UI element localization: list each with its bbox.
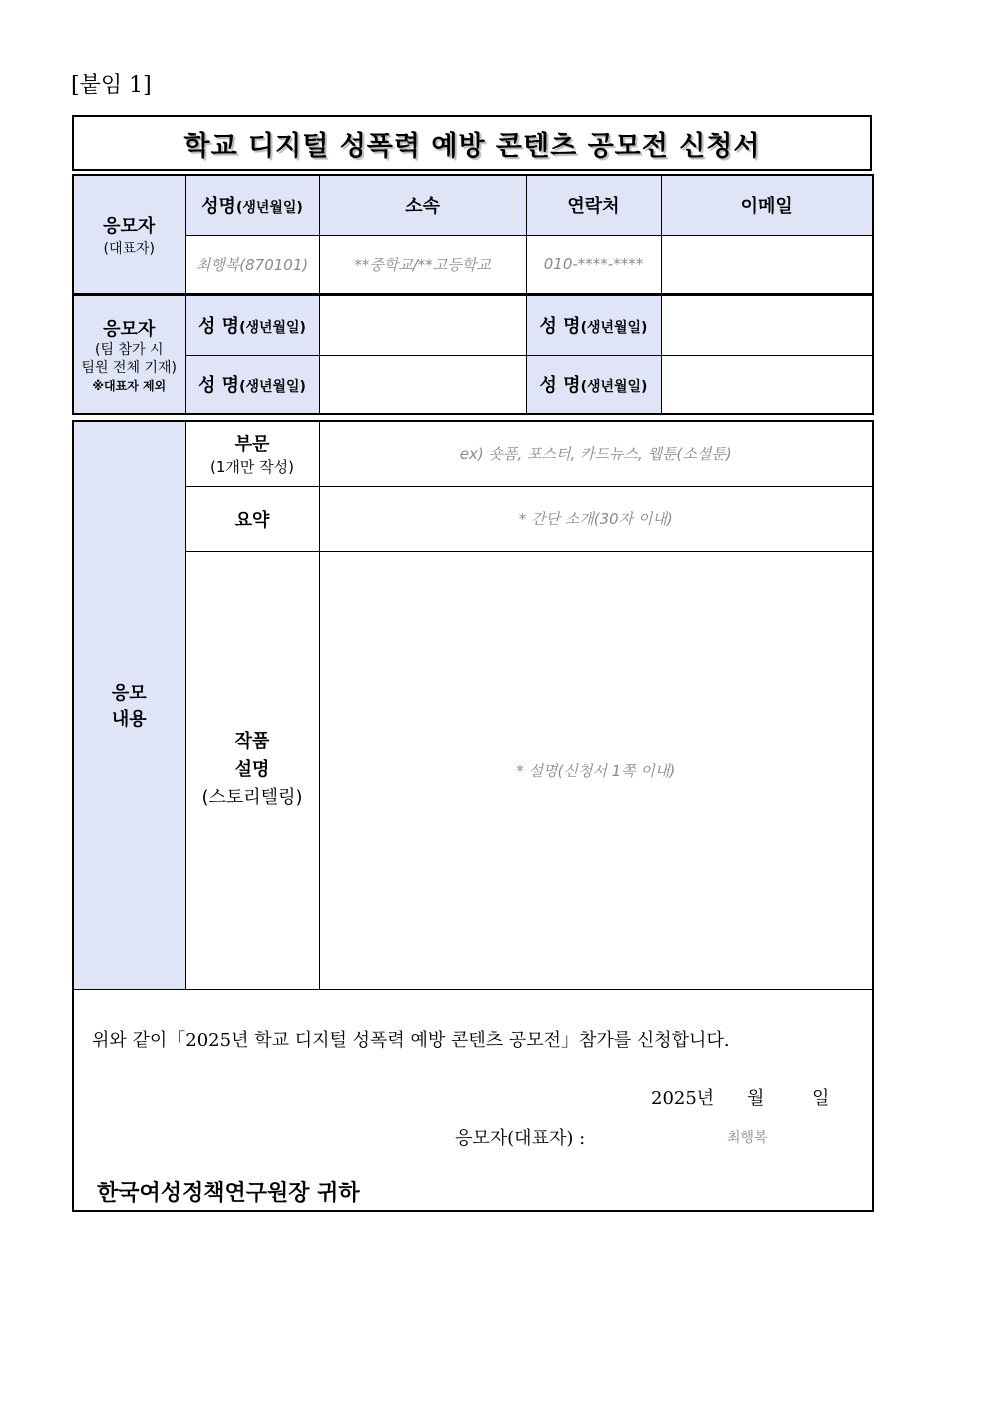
form-title-box (72, 115, 872, 171)
name-header-cell (185, 175, 319, 235)
member1-name-label-cell (185, 295, 319, 355)
rep-email-field[interactable] (661, 235, 873, 294)
applicant-rep-header (73, 175, 185, 294)
member3-field[interactable] (319, 355, 526, 414)
category-field[interactable]: ex) 숏폼, 포스터, 카드뉴스, 웹툰(소셜툰) (319, 421, 873, 486)
member-name-label: 성 명 (539, 316, 581, 338)
form-title: 학교 디지털 성폭력 예방 콘텐츠 공모전 신청서 (183, 130, 761, 162)
team-header (73, 295, 185, 414)
description-sublabel: (스토리텔링) (201, 787, 303, 808)
applicant-rep-label: 응모자 (103, 215, 156, 237)
contact-header: 연락처 (526, 175, 661, 235)
member-name-label: 성 명 (539, 375, 581, 397)
rep-contact-field[interactable]: 010-****-**** (526, 235, 661, 294)
applicant-sign-name[interactable]: 최행복 (727, 1129, 768, 1146)
declaration-year: 2025년 (651, 1087, 715, 1109)
team-members-table (72, 294, 874, 415)
member4-field[interactable] (661, 355, 873, 414)
summary-field[interactable]: * 간단 소개(30자 이내) (319, 486, 873, 551)
declaration-day: 일 (812, 1087, 830, 1109)
category-sublabel: (1개만 작성) (210, 458, 294, 477)
email-header: 이메일 (661, 175, 873, 235)
member2-field[interactable] (661, 295, 873, 355)
applicant-sign-label: 응모자(대표자) : (455, 1127, 586, 1149)
member1-field[interactable] (319, 295, 526, 355)
description-label-cell (185, 551, 319, 989)
member-name-sub: (생년월일) (239, 379, 306, 396)
team-note-1: (팀 참가 시 (95, 342, 164, 358)
member-name-sub: (생년월일) (239, 320, 306, 337)
applicant-rep-sublabel: (대표자) (103, 240, 155, 257)
content-table (72, 420, 874, 1212)
content-label-1: 응모 (111, 683, 147, 705)
description-label-1: 작품 (234, 731, 270, 752)
member-name-label: 성 명 (198, 316, 240, 338)
team-label: 응모자 (103, 319, 156, 340)
name-header-sub: (생년월일) (235, 200, 303, 217)
member-name-sub: (생년월일) (580, 379, 648, 396)
rep-name-field[interactable]: 최행복(870101) (185, 235, 319, 294)
member2-name-label-cell (526, 295, 661, 355)
rep-affiliation-field[interactable]: **중학교/**고등학교 (319, 235, 526, 294)
recipient: 한국여성정책연구원장 귀하 (97, 1179, 360, 1206)
member-name-label: 성 명 (198, 375, 240, 397)
description-label-2: 설명 (234, 759, 270, 780)
summary-label: 요약 (185, 486, 319, 551)
declaration-month: 월 (747, 1087, 765, 1109)
declaration-text: 위와 같이「2025년 학교 디지털 성폭력 예방 콘텐츠 공모전」참가를 신청합니다. (92, 1029, 730, 1051)
declaration-cell (73, 989, 873, 1211)
affiliation-header: 소속 (319, 175, 526, 235)
attachment-label: [붙임 1] (71, 73, 152, 98)
representative-applicant-table (72, 174, 874, 295)
team-note-2: 팀원 전체 기재) (81, 360, 177, 376)
description-field[interactable]: * 설명(신청서 1쪽 이내) (319, 551, 873, 989)
member4-name-label-cell (526, 355, 661, 414)
category-label-cell (185, 421, 319, 486)
content-label-2: 내용 (111, 709, 147, 731)
name-header: 성명 (201, 196, 236, 218)
category-label: 부문 (234, 434, 270, 456)
team-note-3: ※대표자 제외 (92, 379, 167, 393)
member3-name-label-cell (185, 355, 319, 414)
member-name-sub: (생년월일) (580, 320, 648, 337)
content-header (73, 421, 185, 989)
